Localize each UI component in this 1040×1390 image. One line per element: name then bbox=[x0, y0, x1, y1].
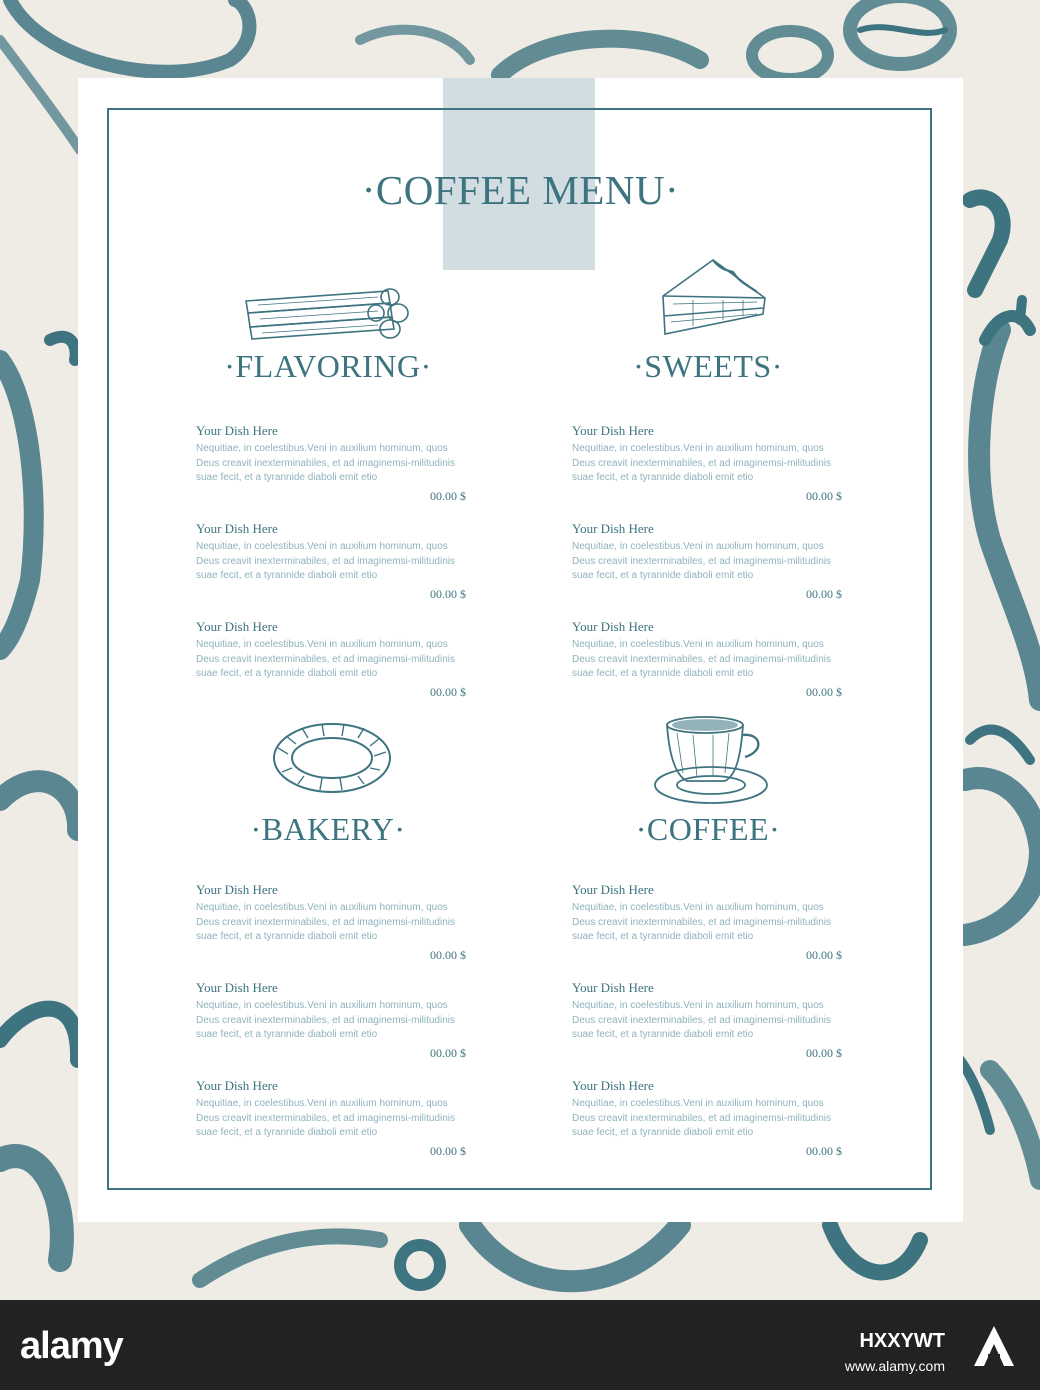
item-name: Your Dish Here bbox=[572, 882, 654, 897]
section-title-coffee: ·COFFEE· bbox=[635, 811, 781, 847]
item-description: Nequitiae, in coelestibus.Veni in auxilium hominum, quos Deus creavit inexterminabiles, et ad imaginemsi-militudinis suae fecit, et a tyrannide diaboli emit etio bbox=[196, 443, 455, 484]
menu-item bbox=[196, 521, 466, 601]
item-description: Nequitiae, in coelestibus.Veni in auxilium hominum, quos Deus creavit inexterminabiles, et ad imaginemsi-militudinis suae fecit, et a tyrannide diaboli emit etio bbox=[196, 541, 455, 582]
section-title-bakery: ·BAKERY· bbox=[250, 811, 406, 847]
pretzel-icon bbox=[268, 718, 398, 798]
item-price: 00.00 $ bbox=[430, 947, 466, 962]
item-price: 00.00 $ bbox=[430, 684, 466, 699]
menu-item bbox=[196, 1078, 466, 1158]
menu-item bbox=[572, 1078, 842, 1158]
item-price: 00.00 $ bbox=[430, 1045, 466, 1060]
menu-title: ·COFFEE MENU· bbox=[361, 167, 680, 213]
item-name: Your Dish Here bbox=[572, 521, 654, 536]
image-id: HXXYWT bbox=[859, 1330, 945, 1352]
item-description: Nequitiae, in coelestibus.Veni in auxilium hominum, quos Deus creavit inexterminabiles, et ad imaginemsi-militudinis suae fecit, et a tyrannide diaboli emit etio bbox=[572, 541, 831, 582]
item-price: 00.00 $ bbox=[806, 1143, 842, 1158]
item-name: Your Dish Here bbox=[196, 882, 278, 897]
item-description: Nequitiae, in coelestibus.Veni in auxilium hominum, quos Deus creavit inexterminabiles, et ad imaginemsi-militudinis suae fecit, et a tyrannide diaboli emit etio bbox=[196, 1000, 455, 1041]
menu-item bbox=[196, 423, 466, 503]
item-description: Nequitiae, in coelestibus.Veni in auxilium hominum, quos Deus creavit inexterminabiles, et ad imaginemsi-militudinis suae fecit, et a tyrannide diaboli emit etio bbox=[572, 1000, 831, 1041]
item-price: 00.00 $ bbox=[430, 586, 466, 601]
stock-footer bbox=[0, 1300, 1040, 1390]
item-name: Your Dish Here bbox=[196, 980, 278, 995]
item-description: Nequitiae, in coelestibus.Veni in auxilium hominum, quos Deus creavit inexterminabiles, et ad imaginemsi-militudinis suae fecit, et a tyrannide diaboli emit etio bbox=[572, 443, 831, 484]
item-description: Nequitiae, in coelestibus.Veni in auxilium hominum, quos Deus creavit inexterminabiles, et ad imaginemsi-militudinis suae fecit, et a tyrannide diaboli emit etio bbox=[196, 639, 455, 680]
item-name: Your Dish Here bbox=[196, 521, 278, 536]
item-price: 00.00 $ bbox=[806, 1045, 842, 1060]
item-name: Your Dish Here bbox=[196, 619, 278, 634]
item-price: 00.00 $ bbox=[430, 488, 466, 503]
alamy-a-icon bbox=[970, 1322, 1018, 1370]
item-name: Your Dish Here bbox=[572, 423, 654, 438]
footer-logo: alamy bbox=[20, 1325, 123, 1367]
menu-item bbox=[196, 619, 466, 699]
item-price: 00.00 $ bbox=[806, 947, 842, 962]
item-name: Your Dish Here bbox=[196, 423, 278, 438]
item-price: 00.00 $ bbox=[430, 1143, 466, 1158]
item-description: Nequitiae, in coelestibus.Veni in auxilium hominum, quos Deus creavit inexterminabiles, et ad imaginemsi-militudinis suae fecit, et a tyrannide diaboli emit etio bbox=[572, 639, 831, 680]
menu-item bbox=[572, 980, 842, 1060]
item-description: Nequitiae, in coelestibus.Veni in auxilium hominum, quos Deus creavit inexterminabiles, et ad imaginemsi-militudinis suae fecit, et a tyrannide diaboli emit etio bbox=[196, 902, 455, 943]
footer-url: www.alamy.com bbox=[844, 1358, 945, 1374]
item-price: 00.00 $ bbox=[806, 684, 842, 699]
cinnamon-sticks-icon bbox=[238, 283, 418, 343]
item-name: Your Dish Here bbox=[572, 1078, 654, 1093]
cake-slice-icon bbox=[653, 256, 773, 344]
menu-item bbox=[572, 423, 842, 503]
item-name: Your Dish Here bbox=[572, 619, 654, 634]
menu-card bbox=[78, 78, 963, 1222]
coffee-cup-icon bbox=[653, 713, 773, 808]
item-description: Nequitiae, in coelestibus.Veni in auxilium hominum, quos Deus creavit inexterminabiles, et ad imaginemsi-militudinis suae fecit, et a tyrannide diaboli emit etio bbox=[572, 902, 831, 943]
item-price: 00.00 $ bbox=[806, 586, 842, 601]
menu-item bbox=[572, 521, 842, 601]
item-description: Nequitiae, in coelestibus.Veni in auxilium hominum, quos Deus creavit inexterminabiles, et ad imaginemsi-militudinis suae fecit, et a tyrannide diaboli emit etio bbox=[196, 1098, 455, 1139]
menu-item bbox=[196, 980, 466, 1060]
item-description: Nequitiae, in coelestibus.Veni in auxilium hominum, quos Deus creavit inexterminabiles, et ad imaginemsi-militudinis suae fecit, et a tyrannide diaboli emit etio bbox=[572, 1098, 831, 1139]
item-price: 00.00 $ bbox=[806, 488, 842, 503]
section-title-sweets: ·SWEETS· bbox=[633, 348, 783, 384]
menu-item bbox=[196, 882, 466, 962]
menu-item bbox=[572, 619, 842, 699]
item-name: Your Dish Here bbox=[196, 1078, 278, 1093]
section-title-flavoring: ·FLAVORING· bbox=[224, 348, 432, 384]
menu-item bbox=[572, 882, 842, 962]
item-name: Your Dish Here bbox=[572, 980, 654, 995]
